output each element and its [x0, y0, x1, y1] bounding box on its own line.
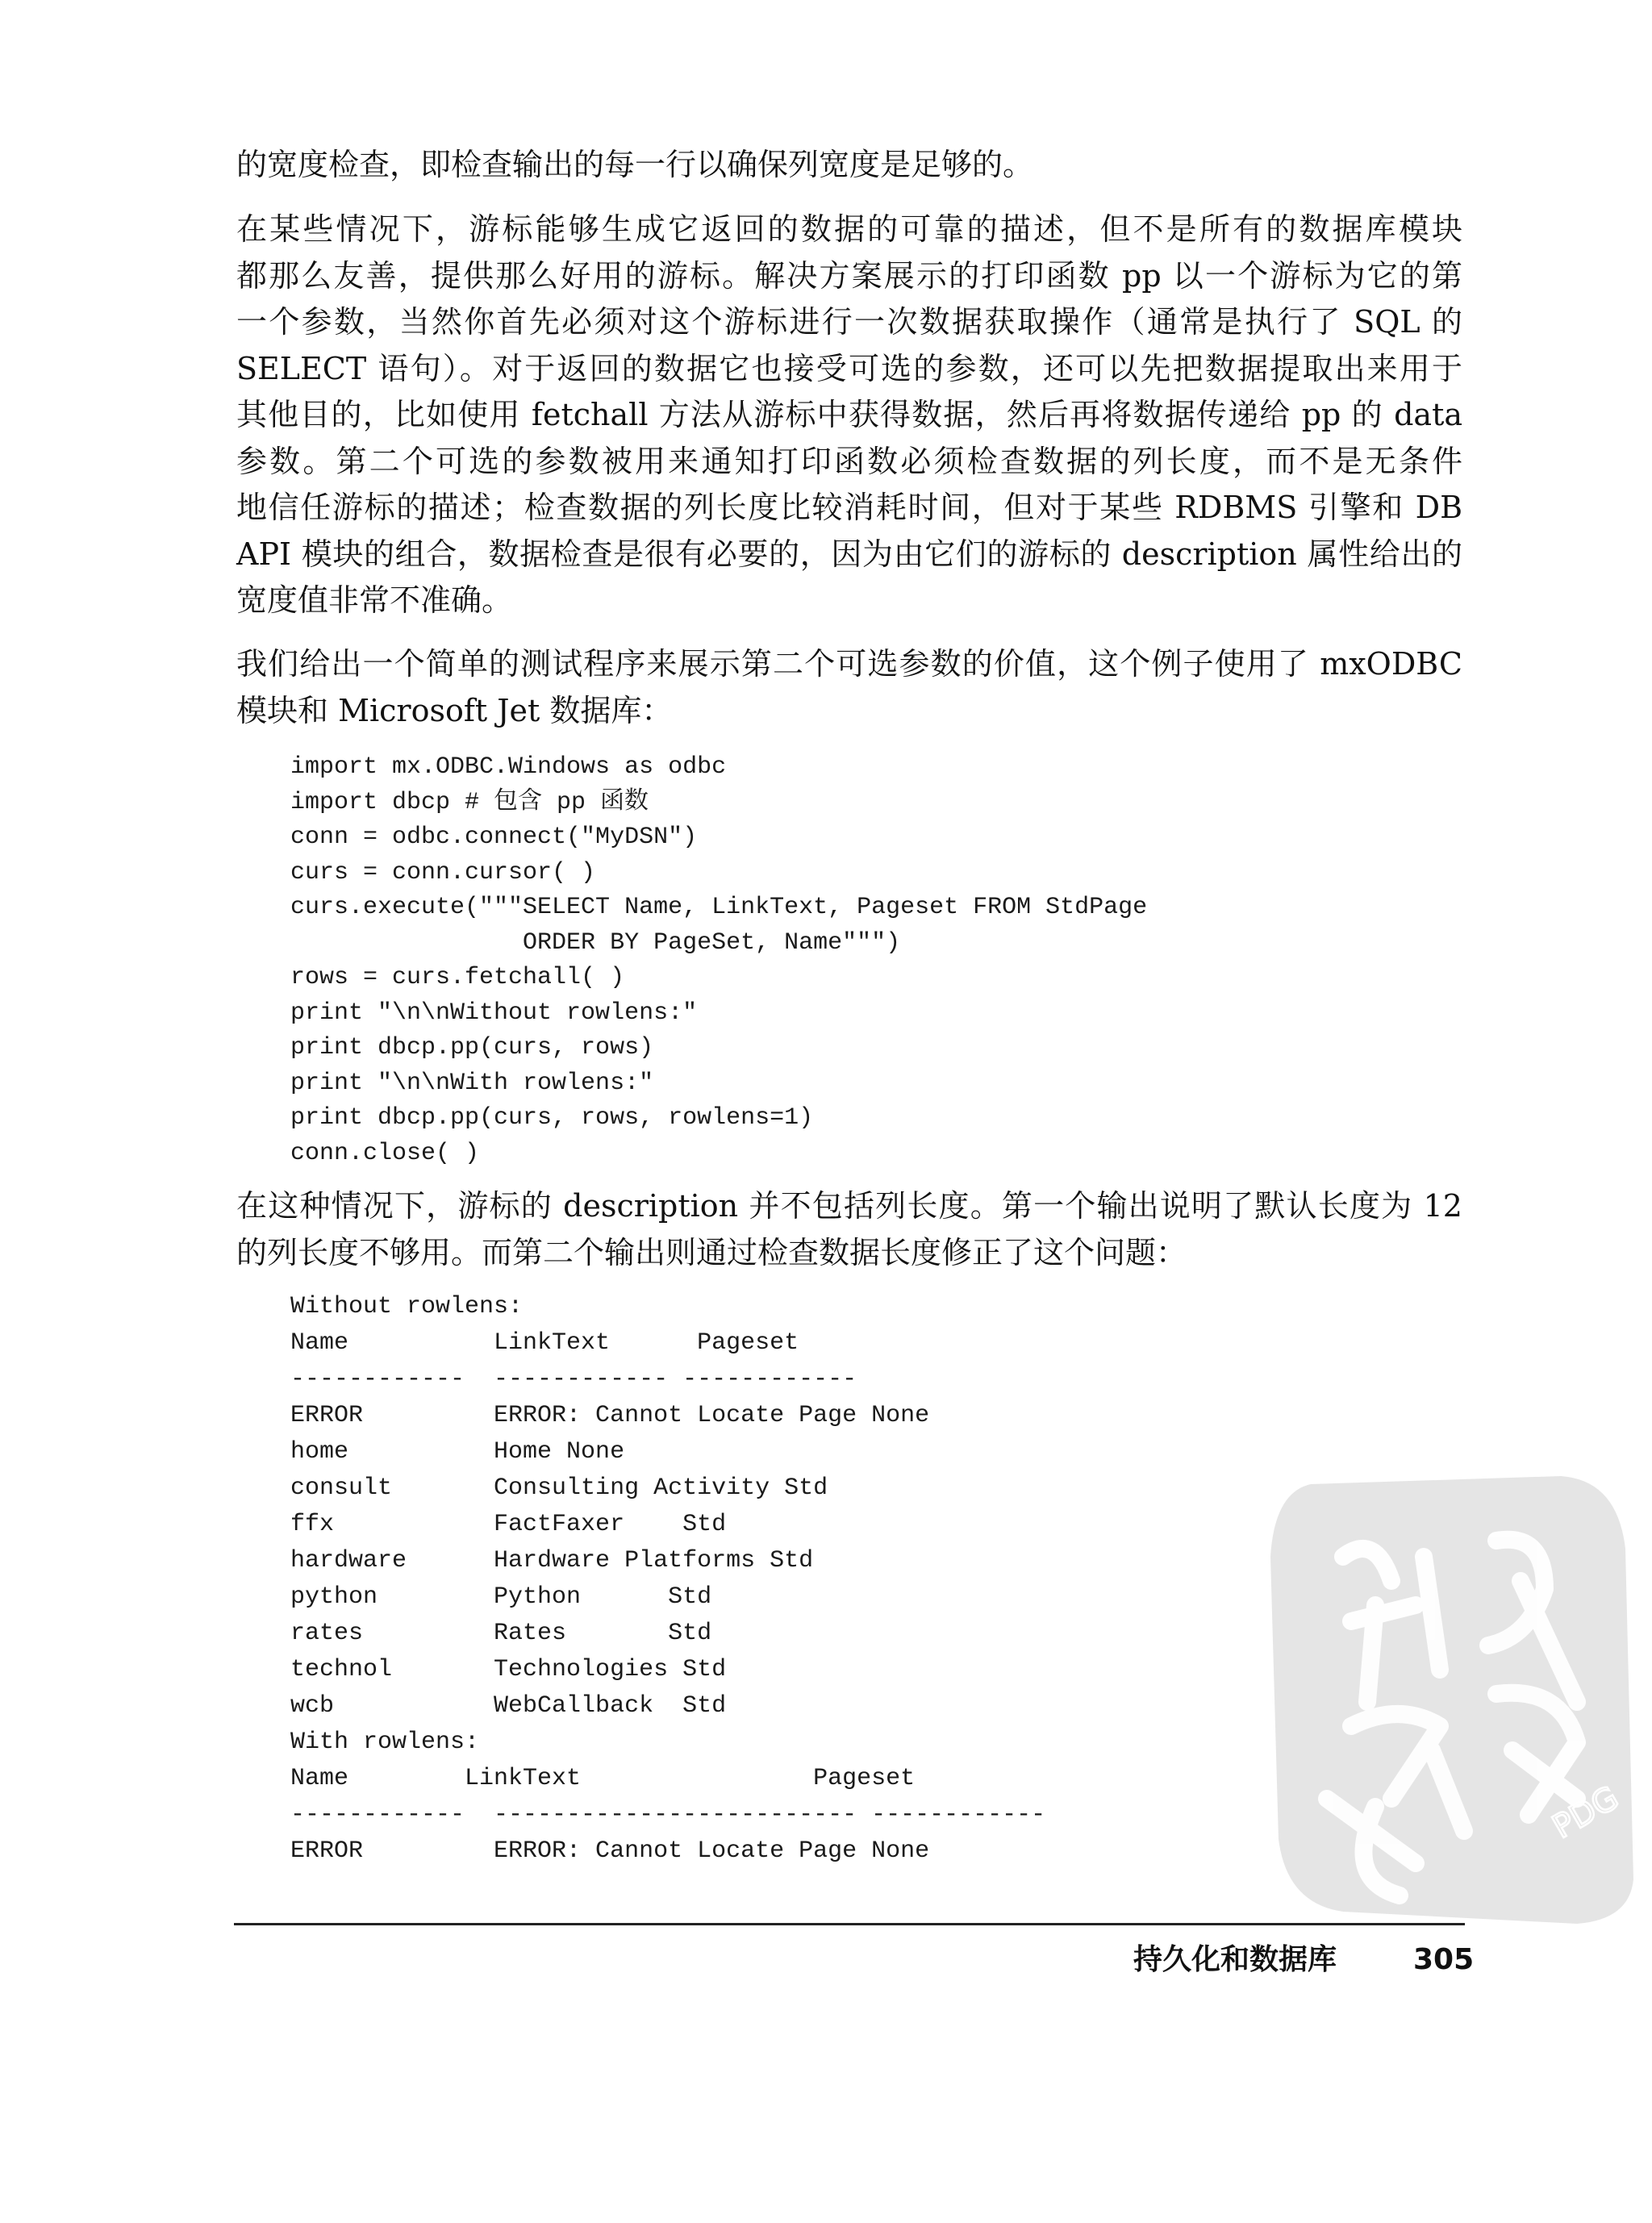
paragraph-3: [236, 641, 1462, 734]
output-line: ERROR ERROR: Cannot Locate Page None: [290, 1402, 930, 1429]
code-line: print dbcp.pp(curs, rows, rowlens=1): [290, 1104, 814, 1132]
code-listing: [290, 750, 1147, 1171]
paragraph-4: [236, 1183, 1462, 1276]
text-line: 参数。第二个可选的参数被用来通知打印函数必须检查数据的列长度，而不是无条件: [236, 443, 1462, 479]
output-line: ------------ ------------------------- ------------: [290, 1801, 1046, 1829]
library-stamp-watermark: [1254, 1460, 1642, 1928]
code-line: curs.execute("""SELECT Name, LinkText, Pageset FROM StdPage: [290, 894, 1148, 921]
output-line: rates Rates Std: [290, 1620, 712, 1647]
code-line: conn = odbc.connect("MyDSN"): [290, 824, 698, 851]
output-line: With rowlens:: [290, 1729, 480, 1756]
paragraph-1: [236, 142, 1462, 189]
output-line: hardware Hardware Platforms Std: [290, 1547, 814, 1574]
text-line: 我们给出一个简单的测试程序来展示第二个可选参数的价值，这个例子使用了 mxODBC: [236, 646, 1462, 682]
text-line: API 模块的组合，数据检查是很有必要的，因为由它们的游标的 description 属性给出的: [236, 536, 1462, 572]
text-line: 宽度值非常不准确。: [236, 582, 513, 618]
output-line: Name LinkText Pageset: [290, 1329, 799, 1357]
text-line: 地信任游标的描述；检查数据的列长度比较消耗时间，但对于某些 RDBMS 引擎和 DB: [236, 490, 1462, 525]
output-listing: [290, 1289, 1045, 1870]
text-line: SELECT 语句）。对于返回的数据它也接受可选的参数，还可以先把数据提取出来用于: [236, 350, 1462, 386]
output-line: Without rowlens:: [290, 1293, 524, 1320]
code-line: rows = curs.fetchall( ): [290, 964, 625, 991]
text-line: 模块和 Microsoft Jet 数据库：: [236, 692, 673, 728]
stamp-text: PDG: [1546, 1779, 1625, 1846]
output-line: technol Technologies Std: [290, 1656, 727, 1683]
output-line: ------------ ------------ ------------: [290, 1366, 857, 1393]
code-line: import dbcp # 包含 pp 函数: [290, 788, 649, 816]
code-line: import mx.ODBC.Windows as odbc: [290, 753, 727, 781]
output-line: home Home None: [290, 1438, 625, 1466]
output-line: python Python Std: [290, 1583, 712, 1611]
output-line: Name LinkText Pageset: [290, 1765, 916, 1792]
text-line: 都那么友善，提供那么好用的游标。解决方案展示的打印函数 pp 以一个游标为它的第: [236, 257, 1462, 294]
code-line: print dbcp.pp(curs, rows): [290, 1034, 654, 1061]
text-line: 一个参数，当然你首先必须对这个游标进行一次数据获取操作（通常是执行了 SQL 的: [236, 304, 1462, 340]
output-line: consult Consulting Activity Std: [290, 1474, 828, 1502]
footer-rule: [234, 1923, 1465, 1925]
text-line: 其他目的，比如使用 fetchall 方法从游标中获得数据，然后再将数据传递给 pp 的 data: [236, 397, 1462, 432]
running-footer-title: 持久化和数据库: [1133, 1943, 1337, 1976]
output-line: wcb WebCallback Std: [290, 1692, 727, 1720]
text-line: 在这种情况下，游标的 description 并不包括列长度。第一个输出说明了默认长度为 12: [236, 1188, 1462, 1224]
text-line: 的列长度不够用。而第二个输出则通过检查数据长度修正了这个问题：: [236, 1234, 1187, 1270]
text-line: 的宽度检查，即检查输出的每一行以确保列宽度是足够的。: [236, 147, 1034, 182]
page-number: 305: [1413, 1943, 1475, 1976]
paragraph-2: [236, 206, 1462, 624]
code-line: ORDER BY PageSet, Name"""): [290, 928, 901, 957]
code-line: conn.close( ): [290, 1139, 480, 1167]
code-line: print "\n\nWith rowlens:": [290, 1069, 654, 1097]
output-line: ERROR ERROR: Cannot Locate Page None: [290, 1837, 930, 1865]
code-line: curs = conn.cursor( ): [290, 858, 596, 886]
text-line: 在某些情况下，游标能够生成它返回的数据的可靠的描述，但不是所有的数据库模块: [236, 211, 1462, 247]
output-line: ffx FactFaxer Std: [290, 1511, 727, 1538]
code-line: print "\n\nWithout rowlens:": [290, 999, 698, 1027]
